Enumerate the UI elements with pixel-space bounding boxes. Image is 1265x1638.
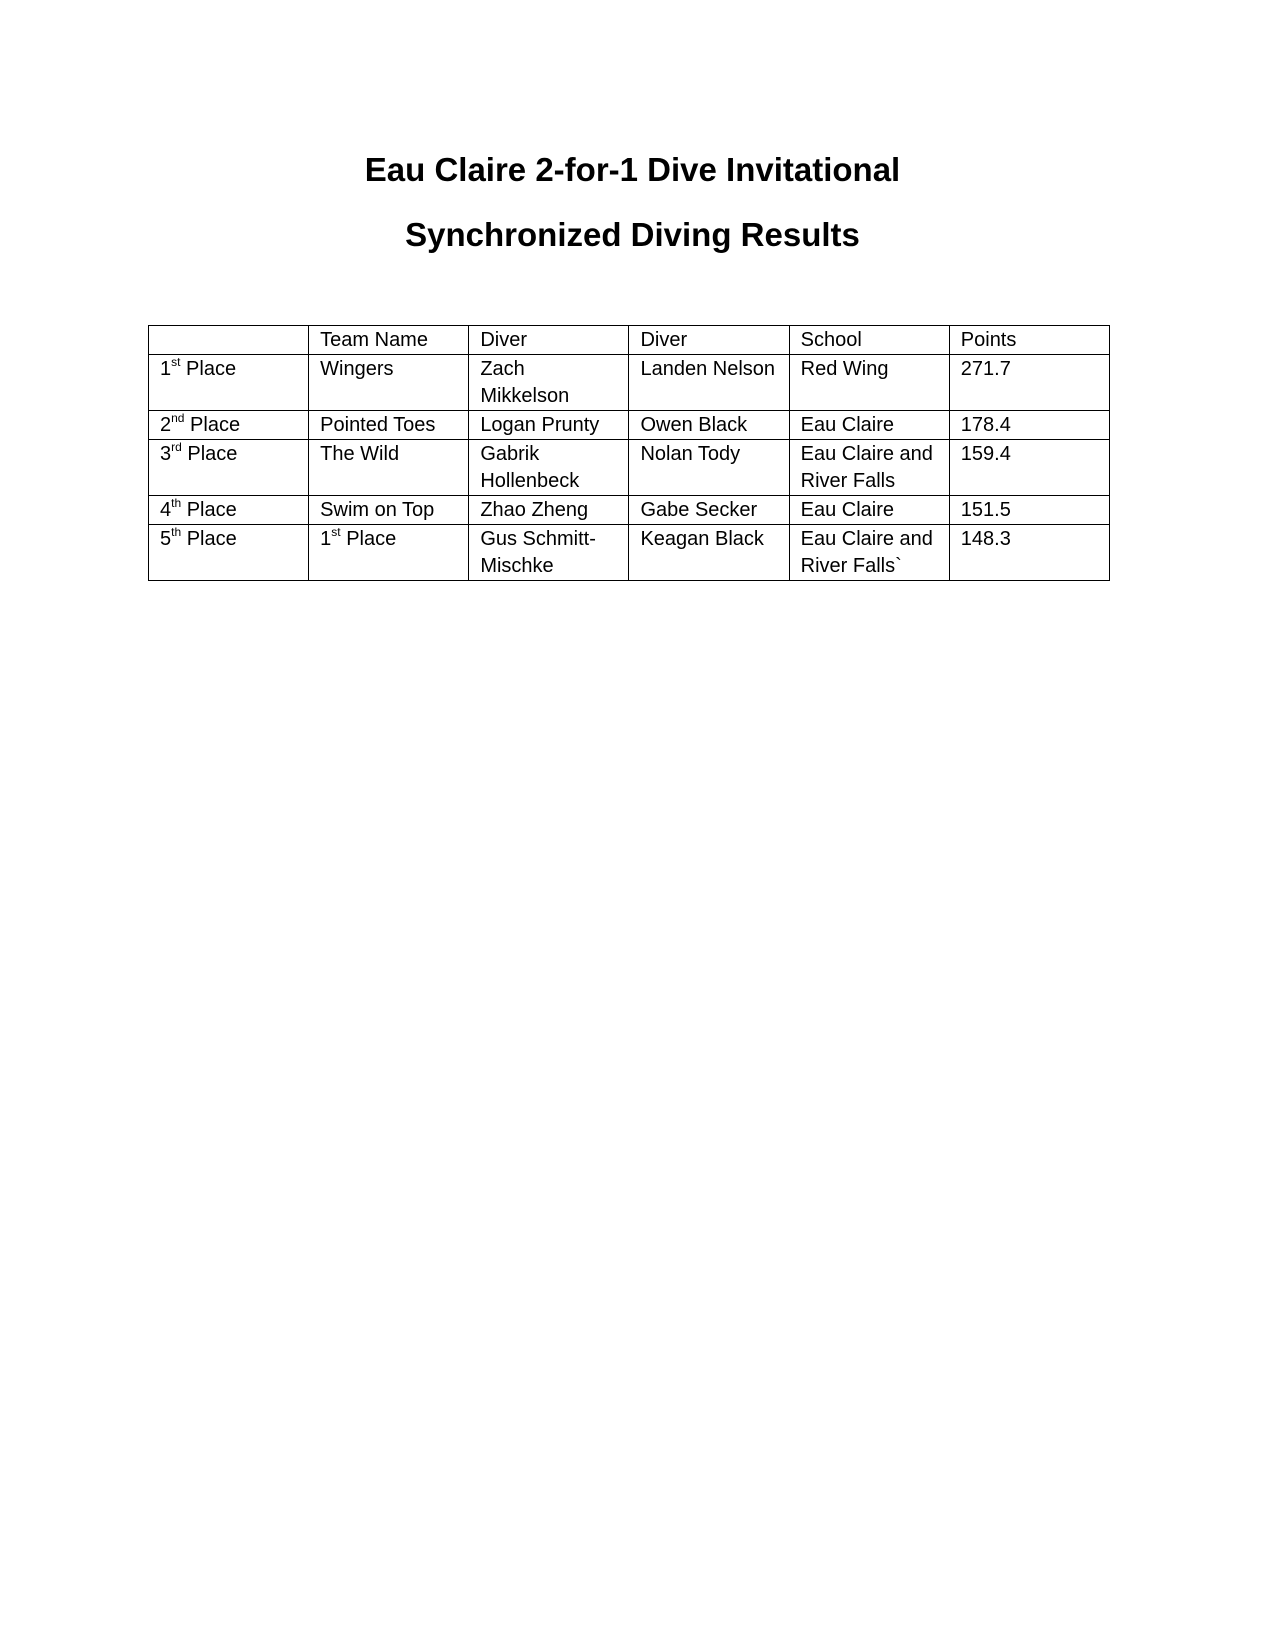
points-cell: 151.5 <box>949 496 1109 525</box>
place-suffix: th <box>171 496 182 511</box>
place-suffix: th <box>171 525 182 540</box>
diver-1-cell: Zach Mikkelson <box>469 355 629 411</box>
header-place <box>149 326 309 355</box>
school-cell: Eau Claire <box>789 411 949 440</box>
school-cell: Eau Claire and River Falls <box>789 440 949 496</box>
team-number: 1 <box>320 528 332 550</box>
place-number: 1 <box>160 358 172 380</box>
team-name-cell: Wingers <box>309 355 469 411</box>
header-diver-2: Diver <box>629 326 789 355</box>
place-cell <box>149 355 309 411</box>
place-cell <box>149 496 309 525</box>
document-subtitle: Synchronized Diving Results <box>405 216 860 253</box>
team-name-cell: The Wild <box>309 440 469 496</box>
team-name-cell <box>309 525 469 581</box>
place-number: 3 <box>160 443 172 465</box>
diver-2-cell: Owen Black <box>629 411 789 440</box>
place-cell <box>149 440 309 496</box>
place-word: Place <box>186 499 237 521</box>
table-header-row <box>149 326 1110 355</box>
diver-1-cell: Zhao Zheng <box>469 496 629 525</box>
diver-2-cell: Gabe Secker <box>629 496 789 525</box>
place-word: Place <box>186 528 237 550</box>
school-cell: Eau Claire and River Falls` <box>789 525 949 581</box>
table-row <box>149 355 1110 411</box>
place-word: Place <box>190 414 241 436</box>
diver-1-cell: Logan Prunty <box>469 411 629 440</box>
school-cell: Red Wing <box>789 355 949 411</box>
table-row <box>149 525 1110 581</box>
team-word: Place <box>346 528 397 550</box>
place-word: Place <box>186 358 237 380</box>
team-name-cell: Swim on Top <box>309 496 469 525</box>
points-cell: 159.4 <box>949 440 1109 496</box>
diver-2-cell: Landen Nelson <box>629 355 789 411</box>
diver-1-cell: Gus Schmitt-Mischke <box>469 525 629 581</box>
points-cell: 178.4 <box>949 411 1109 440</box>
points-cell: 271.7 <box>949 355 1109 411</box>
table-row <box>149 440 1110 496</box>
team-suffix: st <box>331 525 341 540</box>
place-word: Place <box>187 443 238 465</box>
document-title: Eau Claire 2-for-1 Dive Invitational <box>364 151 901 188</box>
team-name-cell: Pointed Toes <box>309 411 469 440</box>
place-suffix: rd <box>171 440 182 455</box>
header-team-name: Team Name <box>309 326 469 355</box>
place-cell <box>149 525 309 581</box>
header-diver-1: Diver <box>469 326 629 355</box>
school-cell: Eau Claire <box>789 496 949 525</box>
table-row <box>149 411 1110 440</box>
place-suffix: nd <box>171 411 185 426</box>
place-number: 5 <box>160 528 172 550</box>
table-row <box>149 496 1110 525</box>
header-school: School <box>789 326 949 355</box>
points-cell: 148.3 <box>949 525 1109 581</box>
header-points: Points <box>949 326 1109 355</box>
place-suffix: st <box>171 355 181 370</box>
place-cell <box>149 411 309 440</box>
results-table <box>148 325 1110 581</box>
diver-2-cell: Keagan Black <box>629 525 789 581</box>
diver-1-cell: Gabrik Hollenbeck <box>469 440 629 496</box>
diver-2-cell: Nolan Tody <box>629 440 789 496</box>
place-number: 4 <box>160 499 172 521</box>
place-number: 2 <box>160 414 172 436</box>
